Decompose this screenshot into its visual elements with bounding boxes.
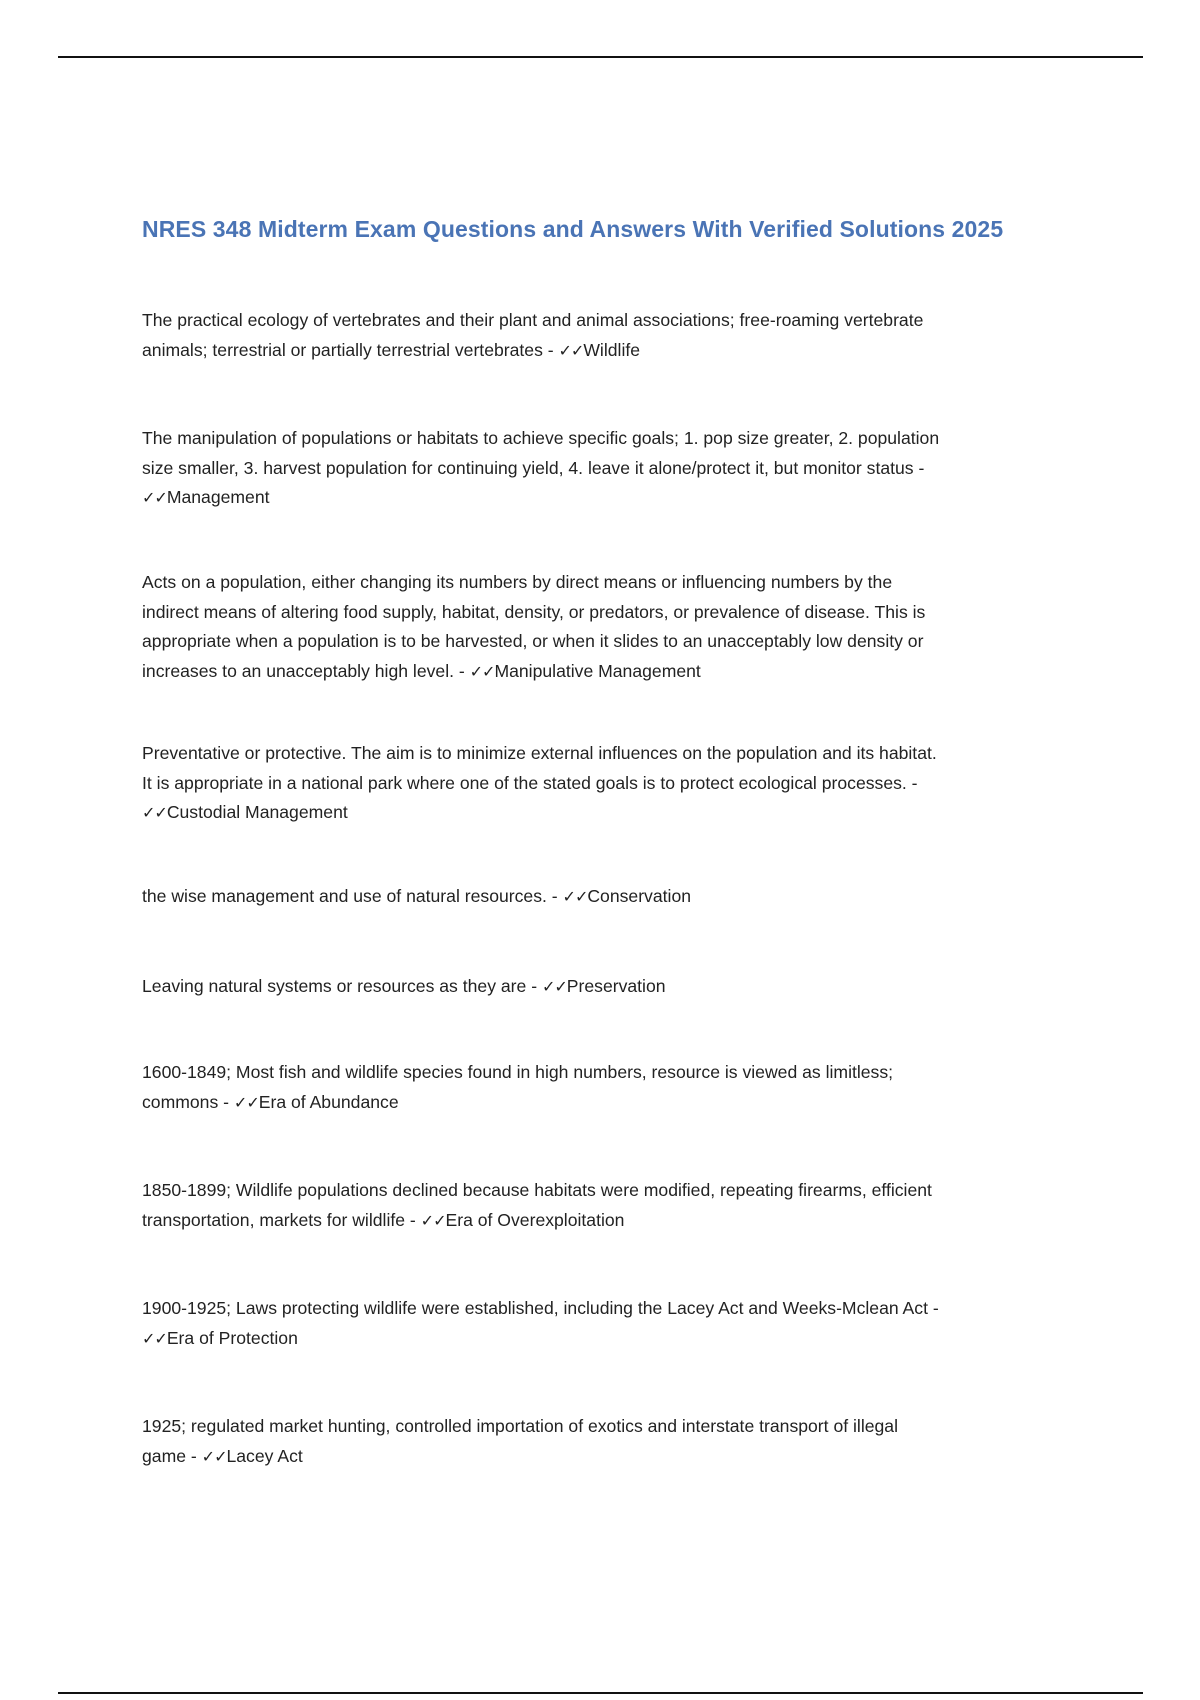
answer-text: Lacey Act xyxy=(226,1445,303,1466)
qa-item xyxy=(142,1176,1052,1235)
double-check-icon: ✓✓ xyxy=(142,803,167,822)
question-line xyxy=(142,882,1052,912)
question-text: commons - xyxy=(142,1091,230,1112)
question-line xyxy=(142,739,1052,769)
qa-item xyxy=(142,1412,1052,1471)
qa-item xyxy=(142,1294,1052,1353)
answer-text: Conservation xyxy=(587,886,692,906)
question-text: 1900-1925; Laws protecting wildlife were established, including the Lacey Act and Weeks-Mclean Act - xyxy=(142,1298,939,1318)
qa-item xyxy=(142,972,1052,1002)
question-text: transportation, markets for wildlife - xyxy=(142,1209,416,1230)
answer-text: Custodial Management xyxy=(166,802,348,822)
answer-text: Preservation xyxy=(566,976,666,996)
question-text: increases to an unacceptably high level. - xyxy=(142,660,465,681)
question-line xyxy=(142,769,1052,799)
question-line xyxy=(142,306,1052,336)
double-check-icon: ✓✓ xyxy=(201,1446,227,1466)
question-line xyxy=(142,1294,1052,1324)
question-line xyxy=(142,424,1052,454)
question-line xyxy=(142,598,1052,628)
double-check-icon: ✓✓ xyxy=(562,887,588,906)
double-check-icon: ✓✓ xyxy=(558,340,584,360)
qa-item xyxy=(142,882,1052,912)
answer-text: Era of Protection xyxy=(166,1327,298,1348)
answer-text: Era of Overexploitation xyxy=(445,1209,625,1230)
answer-text: Era of Abundance xyxy=(258,1091,399,1112)
question-text: animals; terrestrial or partially terrestrial vertebrates - xyxy=(142,339,554,360)
qa-item xyxy=(142,1058,1052,1117)
question-text: The practical ecology of vertebrates and their plant and animal associations; free-roaming vertebrate xyxy=(142,310,924,330)
question-line xyxy=(142,1442,1052,1472)
double-check-icon: ✓✓ xyxy=(469,661,495,681)
question-line xyxy=(142,336,1052,366)
question-text: the wise management and use of natural resources. - xyxy=(142,886,558,906)
qa-item xyxy=(142,306,1052,365)
question-line xyxy=(142,1176,1052,1206)
answer-text: Management xyxy=(166,487,270,507)
question-line xyxy=(142,483,1052,513)
question-text: Acts on a population, either changing its numbers by direct means or influencing numbers by the xyxy=(142,572,893,592)
qa-item xyxy=(142,568,1052,686)
question-text: indirect means of altering food supply, habitat, density, or predators, or prevalence of disease. This is xyxy=(142,601,926,622)
question-line xyxy=(142,454,1052,484)
question-text: 1925; regulated market hunting, controlled importation of exotics and interstate transport of illegal xyxy=(142,1416,898,1436)
question-line xyxy=(142,568,1052,598)
answer-text: Manipulative Management xyxy=(494,660,701,681)
question-line xyxy=(142,1088,1052,1118)
question-text: The manipulation of populations or habitats to achieve specific goals; 1. pop size greater, 2. population xyxy=(142,428,940,448)
question-line xyxy=(142,1412,1052,1442)
double-check-icon: ✓✓ xyxy=(142,488,167,507)
question-text: Preventative or protective. The aim is to minimize external influences on the population and its habitat. xyxy=(142,743,937,763)
question-line xyxy=(142,657,1052,687)
question-text: appropriate when a population is to be harvested, or when it slides to an unacceptably low density or xyxy=(142,631,924,651)
question-line xyxy=(142,1058,1052,1088)
question-line xyxy=(142,1324,1052,1354)
bottom-rule xyxy=(58,1692,1143,1694)
double-check-icon: ✓✓ xyxy=(541,977,567,996)
page-title: NRES 348 Midterm Exam Questions and Answers With Verified Solutions 2025 xyxy=(142,216,1004,242)
question-text: It is appropriate in a national park where one of the stated goals is to protect ecological processes. - xyxy=(142,772,918,793)
question-text: 1600-1849; Most fish and wildlife species found in high numbers, resource is viewed as limitless; xyxy=(142,1062,894,1082)
double-check-icon: ✓✓ xyxy=(142,1328,167,1348)
question-line xyxy=(142,1206,1052,1236)
qa-item xyxy=(142,739,1052,828)
double-check-icon: ✓✓ xyxy=(233,1092,259,1112)
question-line xyxy=(142,627,1052,657)
question-line xyxy=(142,798,1052,828)
question-text: 1850-1899; Wildlife populations declined because habitats were modified, repeating firearms, efficient xyxy=(142,1180,932,1200)
question-line xyxy=(142,972,1052,1002)
question-text: size smaller, 3. harvest population for continuing yield, 4. leave it alone/protect it, but monitor status - xyxy=(142,457,925,478)
top-rule xyxy=(58,56,1143,58)
question-text: Leaving natural systems or resources as they are - xyxy=(142,976,538,996)
double-check-icon: ✓✓ xyxy=(420,1210,446,1230)
question-text: game - xyxy=(142,1445,197,1466)
qa-item xyxy=(142,424,1052,513)
answer-text: Wildlife xyxy=(583,339,641,360)
